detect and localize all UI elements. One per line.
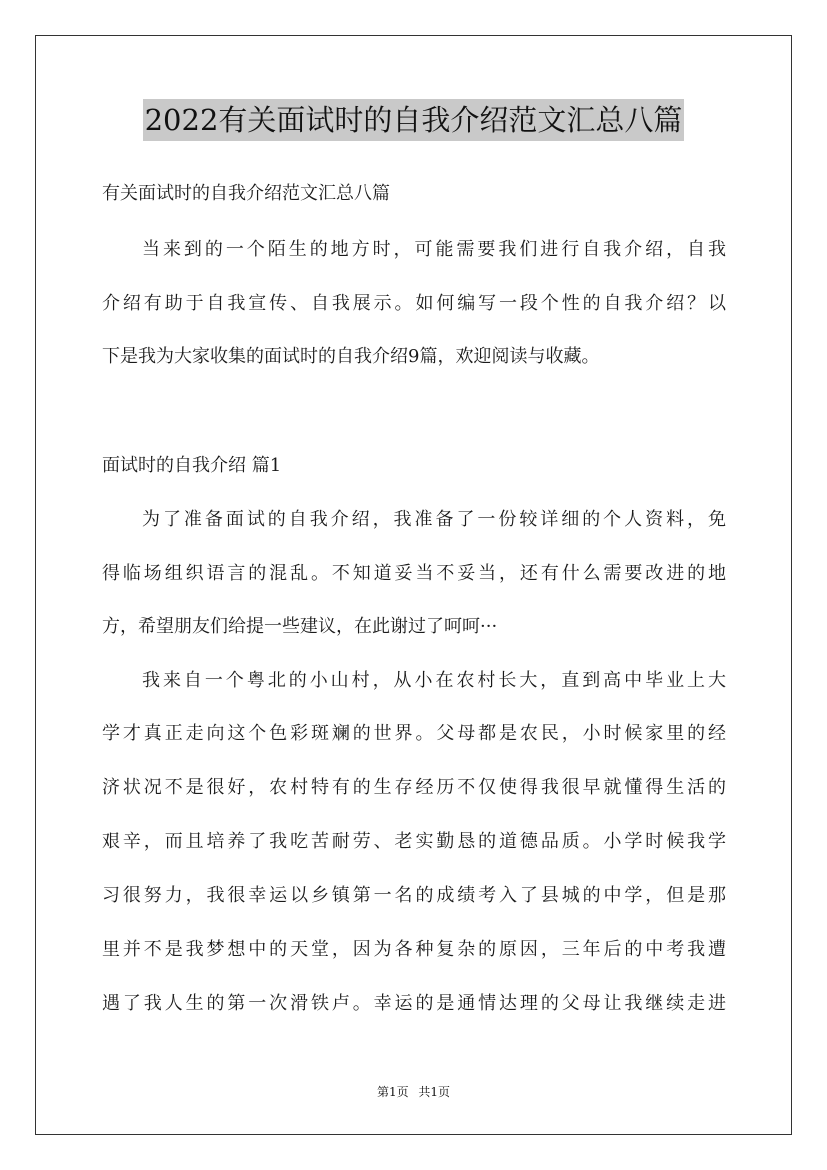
paragraph-line: 习很努力，我很幸运以乡镇第一名的成绩考入了县城的中学，但是那 (102, 885, 726, 906)
paragraph-line: 为了准备面试的自我介绍，我准备了一份较详细的个人资料，免 (142, 509, 726, 530)
intro-line: 介绍有助于自我宣传、自我展示。如何编写一段个性的自我介绍？以 (102, 293, 726, 314)
document-title: 2022有关面试时的自我介绍范文汇总八篇 (143, 99, 685, 141)
paragraph-line: 遇了我人生的第一次滑铁卢。幸运的是通情达理的父母让我继续走进 (102, 993, 726, 1014)
intro-line: 当来到的一个陌生的地方时，可能需要我们进行自我介绍，自我 (142, 239, 726, 260)
intro-line: 下是我为大家收集的面试时的自我介绍9篇，欢迎阅读与收藏。 (102, 346, 600, 367)
paragraph-line: 学才真正走向这个色彩斑斓的世界。父母都是农民，小时候家里的经 (102, 723, 726, 744)
title-container (0, 99, 827, 141)
document-subtitle: 有关面试时的自我介绍范文汇总八篇 (102, 183, 390, 204)
page-footer (0, 1084, 827, 1100)
paragraph-line: 得临场组织语言的混乱。不知道妥当不妥当，还有什么需要改进的地 (102, 563, 726, 584)
paragraph-line: 济状况不是很好，农村特有的生存经历不仅使得我很早就懂得生活的 (102, 777, 726, 798)
paragraph-line: 我来自一个粤北的小山村，从小在农村长大，直到高中毕业上大 (142, 670, 726, 691)
paragraph-line: 方，希望朋友们给提一些建议，在此谢过了呵呵··· (102, 616, 498, 637)
page-total: 共1页 (418, 1085, 451, 1099)
paragraph-line: 里并不是我梦想中的天堂，因为各种复杂的原因，三年后的中考我遭 (102, 939, 726, 960)
page-number: 第1页 (376, 1085, 409, 1099)
section-heading: 面试时的自我介绍 篇1 (102, 455, 282, 476)
paragraph-line: 艰辛，而且培养了我吃苦耐劳、老实勤恳的道德品质。小学时候我学 (102, 831, 726, 852)
